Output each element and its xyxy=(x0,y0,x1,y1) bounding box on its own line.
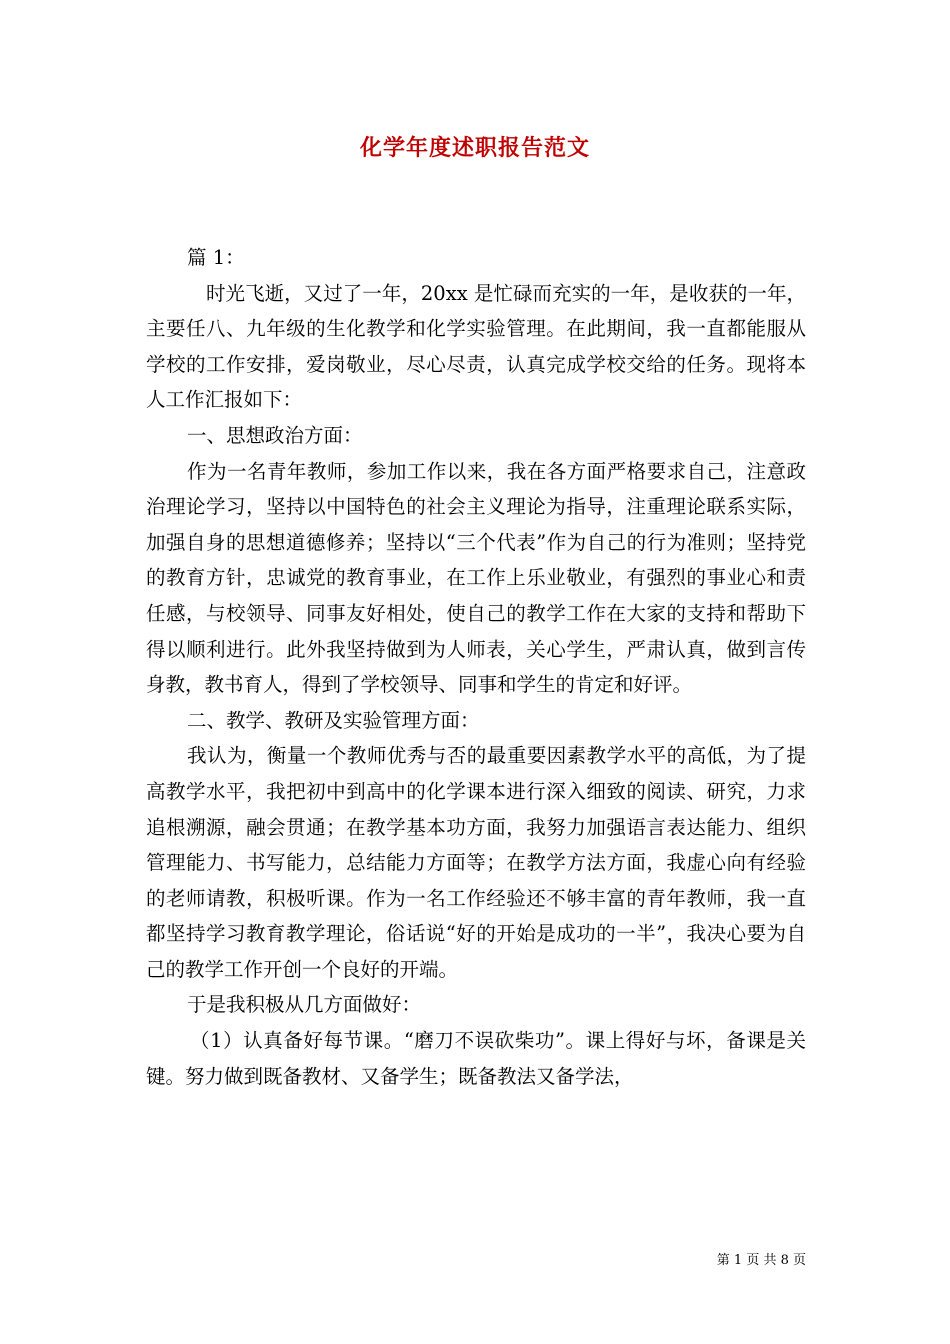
paragraph-item-1: （1）认真备好每节课。“磨刀不误砍柴功”。课上得好与坏，备课是关键。努力做到既备教材、又备学生；既备教法又备学法， xyxy=(146,1029,806,1088)
paragraph-lead-in: 于是我积极从几方面做好： xyxy=(187,993,422,1017)
paragraph-intro: 时光飞逝，又过了一年，20xx 是忙碌而充实的一年，是收获的一年，主要任八、九年级的生化教学和化学实验管理。在此期间，我一直都能服从学校的工作安排，爱岗敬业，尽心尽责，认真完成学校交给的任务。现将本人工作汇报如下： xyxy=(146,281,806,412)
page-footer: 第 1 页 共 8 页 xyxy=(716,1253,806,1268)
paragraph-teaching: 我认为，衡量一个教师优秀与否的最重要因素教学水平的高低，为了提高教学水平，我把初中到高中的化学课本进行深入细致的阅读、研究，力求追根溯源，融会贯通；在教学基本功方面，我努力加强语言表达能力、组织管理能力、书写能力，总结能力方面等；在教学方法方面，我虚心向有经验的老师请教，积极听课。作为一名工作经验还不够丰富的青年教师，我一直都坚持学习教育教学理论，俗话说“好的开始是成功的一半”，我决心要为自己的教学工作开创一个良好的开端。 xyxy=(146,744,806,981)
section-label: 篇 1： xyxy=(187,246,245,269)
section-heading-1: 一、思想政治方面： xyxy=(187,423,363,447)
document-body xyxy=(146,240,806,1094)
paragraph-political: 作为一名青年教师，参加工作以来，我在各方面严格要求自己，注意政治理论学习，坚持以中国特色的社会主义理论为指导，注重理论联系实际，加强自身的思想道德修养；坚持以“三个代表”作为自己的行为准则；坚持党的教育方针，忠诚党的教育事业，在工作上乐业敬业，有强烈的事业心和责任感，与校领导、同事友好相处，使自己的教学工作在大家的支持和帮助下得以顺利进行。此外我坚持做到为人师表，关心学生，严肃认真，做到言传身教，教书育人，得到了学校领导、同事和学生的肯定和好评。 xyxy=(146,459,806,697)
document-title: 化学年度述职报告范文 xyxy=(359,135,590,161)
section-heading-2: 二、教学、教研及实验管理方面： xyxy=(187,708,480,732)
